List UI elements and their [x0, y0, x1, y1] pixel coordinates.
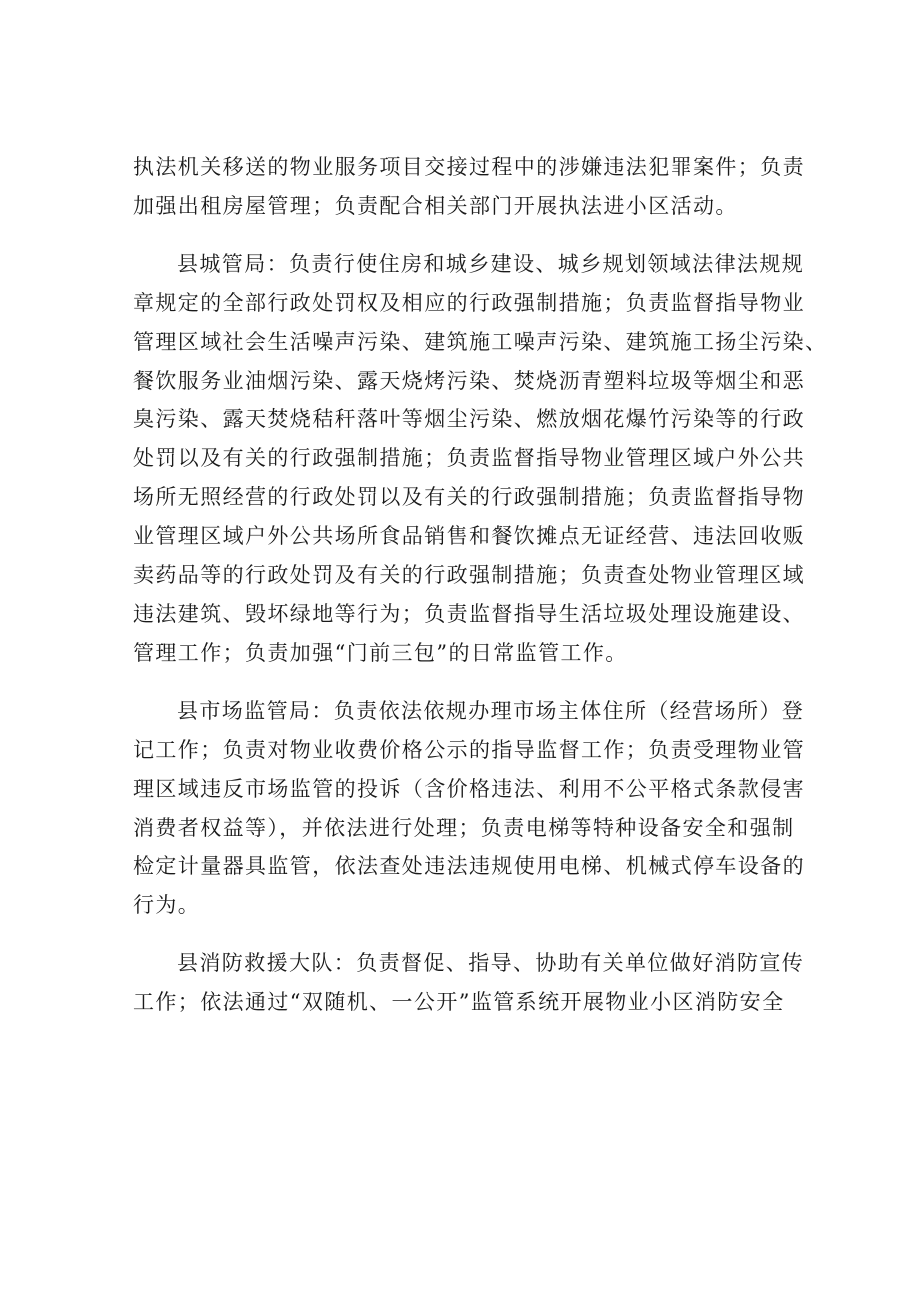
text-line: 消费者权益等），并依法进行处理；负责电梯等特种设备安全和强制 [133, 815, 795, 840]
text-line: 餐饮服务业油烟污染、露天烧烤污染、焚烧沥青塑料垃圾等烟尘和恶 [133, 368, 805, 393]
text-line: 县城管局：负责行使住房和城乡建设、城乡规划领域法律法规规 [177, 251, 805, 276]
text-line: 管理工作；负责加强“门前三包”的日常监管工作。 [133, 640, 628, 665]
text-line: 业管理区域户外公共场所食品销售和餐饮摊点无证经营、违法回收贩 [133, 524, 805, 549]
text-line: 卖药品等的行政处罚及有关的行政强制措施；负责查处物业管理区域 [133, 563, 805, 588]
paragraph-market-supervision [133, 692, 813, 925]
text-line: 处罚以及有关的行政强制措施；负责监督指导物业管理区域户外公共 [133, 446, 805, 471]
text-line: 行为。 [133, 893, 201, 918]
text-line: 臭污染、露天焚烧秸秆落叶等烟尘污染、燃放烟花爆竹污染等的行政 [133, 407, 805, 432]
paragraph-fire-rescue [133, 944, 813, 1022]
text-line: 县市场监管局：负责依法依规办理市场主体住所（经营场所）登 [177, 698, 805, 723]
text-line: 检定计量器具监管，依法查处违法违规使用电梯、机械式停车设备的 [133, 854, 805, 879]
document-body [133, 148, 828, 1022]
text-line: 场所无照经营的行政处罚以及有关的行政强制措施；负责监督指导物 [133, 485, 805, 510]
text-line: 工作；依法通过“双随机、一公开”监管系统开展物业小区消防安全 [133, 990, 785, 1015]
paragraph-public-security-continued [133, 148, 813, 226]
text-line: 章规定的全部行政处罚权及相应的行政强制措施；负责监督指导物业 [133, 290, 805, 315]
text-line: 执法机关移送的物业服务项目交接过程中的涉嫌违法犯罪案件；负责 [133, 155, 805, 179]
text-line: 违法建筑、毁坏绿地等行为；负责监督指导生活垃圾处理设施建设、 [133, 601, 805, 626]
paragraph-urban-management [133, 245, 828, 673]
text-line: 理区域违反市场监管的投诉（含价格违法、利用不公平格式条款侵害 [133, 776, 805, 801]
text-line: 县消防救援大队：负责督促、指导、协助有关单位做好消防宣传 [177, 951, 805, 976]
text-line: 加强出租房屋管理；负责配合相关部门开展执法进小区活动。 [133, 193, 738, 218]
text-line: 记工作；负责对物业收费价格公示的指导监督工作；负责受理物业管 [133, 737, 805, 762]
text-line: 管理区域社会生活噪声污染、建筑施工噪声污染、建筑施工扬尘污染、 [133, 329, 828, 354]
